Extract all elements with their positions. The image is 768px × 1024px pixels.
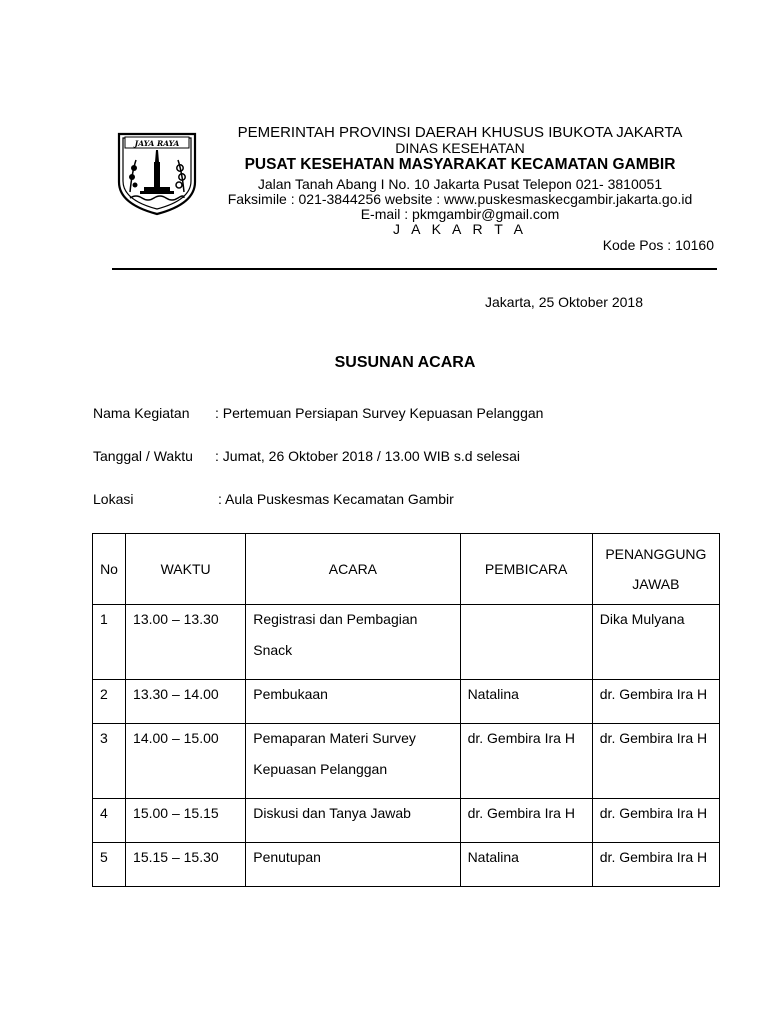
cell-pj-text: dr. Gembira Ira H [599, 686, 708, 702]
cell-pj [592, 605, 719, 680]
cell-time [126, 724, 246, 799]
cell-agenda [246, 724, 460, 799]
cell-pj [592, 724, 719, 799]
cell-agenda-line2: Kepuasan Pelanggan [253, 761, 388, 777]
location-value: : Aula Puskesmas Kecamatan Gambir [218, 491, 454, 507]
info-row-location [93, 491, 454, 507]
cell-no [93, 605, 126, 680]
cell-pj-text: dr. Gembira Ira H [599, 849, 708, 865]
activity-label: Nama Kegiatan [93, 405, 190, 421]
cell-agenda-line2: Snack [253, 642, 293, 658]
cell-time-text: 15.15 – 15.30 [133, 849, 219, 865]
activity-value: : Pertemuan Persiapan Survey Kepuasan Pelanggan [215, 405, 544, 421]
cell-agenda-line1: Pembukaan [253, 686, 328, 702]
cell-pj-text: dr. Gembira Ira H [599, 730, 708, 746]
cell-no-text: 4 [100, 805, 108, 821]
cell-no-text: 1 [100, 611, 108, 627]
svg-text:JAYA RAYA: JAYA RAYA [134, 139, 180, 148]
document-title: SUSUNAN ACARA [334, 354, 476, 371]
table-row [93, 799, 720, 843]
cell-agenda [246, 799, 460, 843]
cell-agenda-line1: Pemaparan Materi Survey [253, 730, 416, 746]
cell-time [126, 799, 246, 843]
cell-agenda [246, 605, 460, 680]
info-row-datetime [93, 448, 520, 464]
letterhead-city: J A K A R T A [393, 221, 527, 237]
cell-no [93, 724, 126, 799]
cell-time [126, 843, 246, 887]
cell-speaker [460, 843, 592, 887]
header-speaker: PEMBICARA [460, 534, 592, 605]
info-row-activity [93, 405, 543, 421]
header-pj-line2: JAWAB [632, 576, 680, 592]
cell-agenda [246, 843, 460, 887]
cell-agenda-line1: Penutupan [253, 849, 321, 865]
table-row [93, 605, 720, 680]
cell-speaker [460, 680, 592, 724]
cell-speaker [460, 799, 592, 843]
datetime-value: : Jumat, 26 Oktober 2018 / 13.00 WIB s.d selesai [215, 448, 521, 464]
cell-pj [592, 680, 719, 724]
letterhead-address: Jalan Tanah Abang I No. 10 Jakarta Pusat Telepon 021- 3810051 [257, 176, 663, 192]
letter-date: Jakarta, 25 Oktober 2018 [485, 294, 643, 310]
cell-speaker-text: dr. Gembira Ira H [467, 730, 575, 746]
table-header-row [93, 534, 720, 605]
cell-time-text: 14.00 – 15.00 [133, 730, 219, 746]
cell-agenda-line1: Diskusi dan Tanya Jawab [253, 805, 411, 821]
letterhead-divider [112, 268, 717, 270]
header-pj-line1: PENANGGUNG [605, 546, 707, 562]
cell-no [93, 680, 126, 724]
cell-no-text: 5 [100, 849, 108, 865]
cell-no-text: 3 [100, 730, 108, 746]
cell-speaker-text: Natalina [467, 849, 519, 865]
cell-no [93, 843, 126, 887]
cell-speaker-text: Natalina [467, 686, 519, 702]
cell-pj [592, 799, 719, 843]
header-agenda: ACARA [246, 534, 460, 605]
jakarta-emblem-logo [116, 132, 198, 216]
cell-speaker-text: dr. Gembira Ira H [467, 805, 575, 821]
cell-time-text: 15.00 – 15.15 [133, 805, 219, 821]
schedule-table [92, 533, 720, 887]
cell-time [126, 605, 246, 680]
cell-pj [592, 843, 719, 887]
location-label: Lokasi [93, 491, 134, 507]
cell-no-text: 2 [100, 686, 108, 702]
cell-time [126, 680, 246, 724]
header-no: No [93, 534, 126, 605]
table-row [93, 724, 720, 799]
table-row [93, 680, 720, 724]
cell-agenda-line1: Registrasi dan Pembagian [253, 611, 418, 627]
cell-pj-text: Dika Mulyana [599, 611, 685, 627]
letterhead-email: E-mail : pkmgambir@gmail.com [360, 206, 560, 222]
cell-speaker [460, 724, 592, 799]
cell-pj-text: dr. Gembira Ira H [599, 805, 708, 821]
cell-agenda [246, 680, 460, 724]
letterhead-institution: PUSAT KESEHATAN MASYARAKAT KECAMATAN GAMBIR [244, 156, 676, 173]
letterhead-government: PEMERINTAH PROVINSI DAERAH KHUSUS IBUKOTA JAKARTA [237, 124, 683, 141]
datetime-label: Tanggal / Waktu [93, 448, 193, 464]
header-time: WAKTU [126, 534, 246, 605]
cell-time-text: 13.00 – 13.30 [133, 611, 219, 627]
letterhead-fax-website: Faksimile : 021-3844256 website : www.puskesmaskecgambir.jakarta.go.id [227, 191, 693, 207]
cell-time-text: 13.30 – 14.00 [133, 686, 219, 702]
header-person-in-charge [592, 534, 719, 605]
letterhead-department: DINAS KESEHATAN [395, 140, 525, 156]
cell-speaker [460, 605, 592, 680]
postal-code: Kode Pos : 10160 [602, 237, 714, 253]
cell-no [93, 799, 126, 843]
table-row [93, 843, 720, 887]
